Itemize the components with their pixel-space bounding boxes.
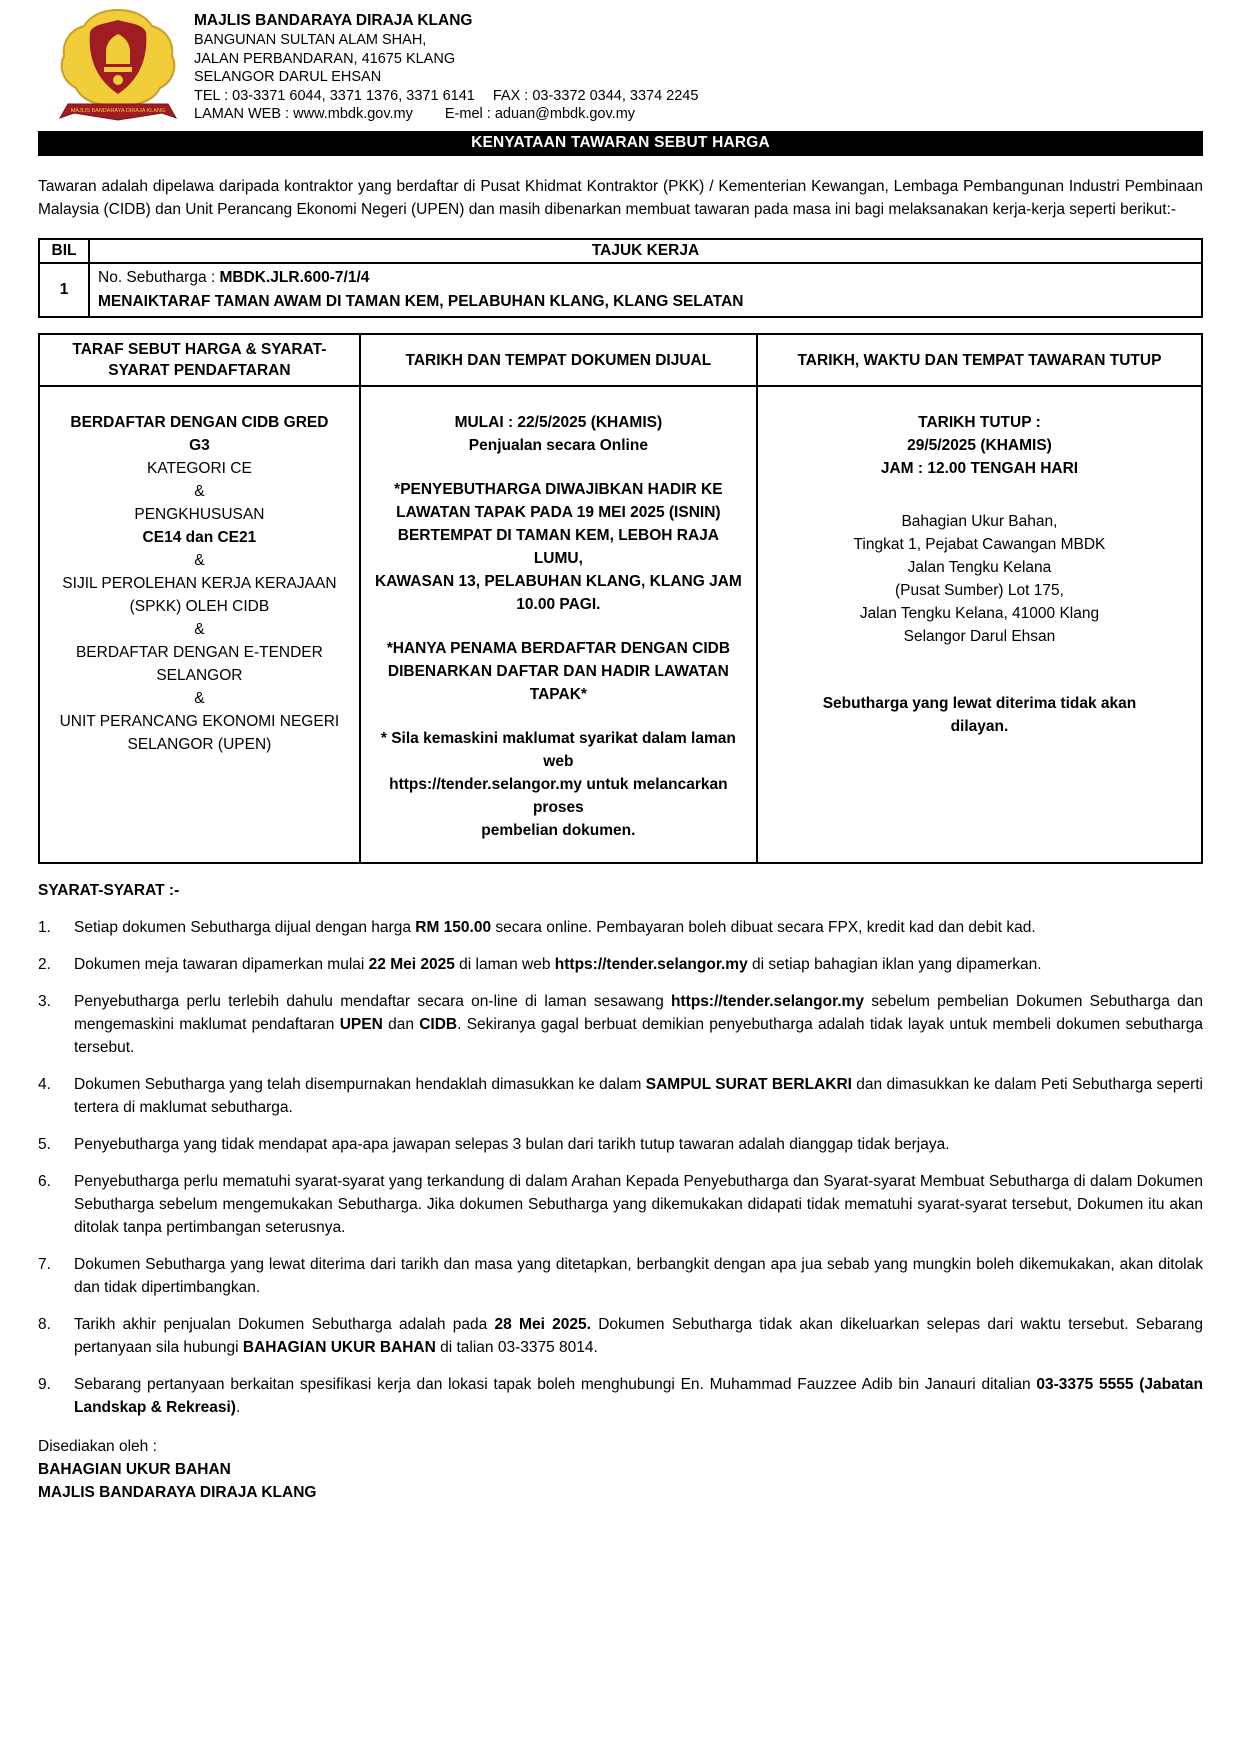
condition-number: 4. bbox=[38, 1076, 51, 1093]
address-line-1: BANGUNAN SULTAN ALAM SHAH, bbox=[194, 32, 427, 48]
detail-cell-tawaran-tutup: TARIKH TUTUP : 29/5/2025 (KHAMIS) JAM : 12.00 TENGAH HARI Bahagian Ukur Bahan, Tingkat 1, Pejabat Cawangan MBDK Jalan Tengku Kelana (Pusat Sumber) Lot 175, Jalan Tengku Kelana, 41000 Klang Selangor Darul Ehsan Sebutharga yang lewat diterima tidak akan dilayan. bbox=[757, 386, 1202, 863]
condition-text: Tarikh akhir penjualan Dokumen Sebutharga adalah pada 28 Mei 2025. Dokumen Sebutharga tidak akan dikeluarkan selepas dari waktu tersebut. Sebarang pertanyaan sila hubungi BAHAGIAN UKUR BAHAN di talian 03-3375 8014. bbox=[74, 1316, 1204, 1356]
detail-table-header-row bbox=[39, 334, 1202, 386]
logo-ribbon-text: MAJLIS BANDARAYA DIRAJA KLANG bbox=[70, 108, 166, 114]
condition-number: 9. bbox=[38, 1376, 51, 1393]
condition-item bbox=[38, 916, 1203, 939]
tel-number: TEL : 03-3371 6044, 3371 1376, 3371 6141 bbox=[194, 87, 475, 104]
condition-number: 3. bbox=[38, 993, 51, 1010]
tel-fax-line bbox=[194, 87, 698, 106]
letterhead bbox=[38, 6, 1203, 127]
condition-item bbox=[38, 1133, 1203, 1156]
address-line-3: SELANGOR DARUL EHSAN bbox=[194, 69, 382, 85]
condition-item bbox=[38, 1170, 1203, 1239]
organisation-name: MAJLIS BANDARAYA DIRAJA KLANG bbox=[38, 1484, 317, 1501]
job-row-number: 1 bbox=[39, 263, 89, 317]
fax-number: FAX : 03-3372 0344, 3374 2245 bbox=[492, 87, 699, 104]
work-title: MENAIKTARAF TAMAN AWAM DI TAMAN KEM, PELABUHAN KLANG, KLANG SELATAN bbox=[98, 293, 744, 310]
job-table-header-bil: BIL bbox=[39, 239, 89, 263]
org-name: MAJLIS BANDARAYA DIRAJA KLANG bbox=[194, 12, 473, 29]
letterhead-text bbox=[194, 6, 698, 124]
condition-number: 8. bbox=[38, 1316, 51, 1333]
detail-header-dokumen-dijual: TARIKH DAN TEMPAT DOKUMEN DIJUAL bbox=[360, 334, 757, 386]
prepared-by-label: Disediakan oleh : bbox=[38, 1438, 157, 1455]
mbdk-crest-logo bbox=[54, 6, 184, 127]
web-email-line bbox=[194, 105, 698, 124]
job-table-header-title: TAJUK KERJA bbox=[89, 239, 1202, 263]
condition-text: Dokumen Sebutharga yang lewat diterima dari tarikh dan masa yang ditetapkan, berbangkit dengan apa jua sebab yang mungkin boleh dikemukakan, akan ditolak dan tidak dipertimbangkan. bbox=[74, 1256, 1203, 1296]
condition-item bbox=[38, 953, 1203, 976]
table-row bbox=[39, 263, 1202, 317]
condition-item bbox=[38, 1073, 1203, 1119]
condition-text: Setiap dokumen Sebutharga dijual dengan harga RM 150.00 secara online. Pembayaran boleh dibuat secara FPX, kredit kad dan debit kad. bbox=[74, 919, 1036, 936]
website-url: LAMAN WEB : www.mbdk.gov.my bbox=[194, 106, 413, 122]
job-table bbox=[38, 238, 1203, 318]
condition-text: Penyebutharga yang tidak mendapat apa-apa jawapan selepas 3 bulan dari tarikh tutup tawaran adalah dianggap tidak berjaya. bbox=[74, 1136, 950, 1153]
condition-item bbox=[38, 1313, 1203, 1359]
condition-item bbox=[38, 1253, 1203, 1299]
ref-value: MBDK.JLR.600-7/1/4 bbox=[219, 269, 370, 286]
condition-text: Penyebutharga perlu mematuhi syarat-syarat yang terkandung di dalam Arahan Kepada Penyebutharga dan Syarat-syarat Membuat Sebutharga di dalam Dokumen Sebutharga sebelum mengemukakan Sebutharga. Jika dokumen Sebutharga yang dikemukakan didapati tidak mematuhi syarat-syarat tersebut, Dokumen itu akan ditolak tanpa pertimbangan seterusnya. bbox=[74, 1173, 1203, 1236]
condition-item bbox=[38, 1373, 1203, 1419]
signature-block bbox=[38, 1435, 1203, 1504]
conditions-list bbox=[38, 916, 1203, 1419]
notice-title-banner: KENYATAAN TAWARAN SEBUT HARGA bbox=[38, 131, 1203, 156]
department-name: BAHAGIAN UKUR BAHAN bbox=[38, 1461, 231, 1478]
condition-number: 6. bbox=[38, 1173, 51, 1190]
condition-text: Dokumen meja tawaran dipamerkan mulai 22 Mei 2025 di laman web https://tender.selangor.my di setiap bahagian iklan yang dipamerkan. bbox=[74, 956, 1042, 973]
condition-text: Penyebutharga perlu terlebih dahulu mendaftar secara on-line di laman sesawang https://tender.selangor.my sebelum pembelian Dokumen Sebutharga dan mengemaskini maklumat pendaftaran UPEN dan CIDB. Sekiranya gagal berbuat demikian penyebutharga adalah tidak layak untuk membeli dokumen sebutharga tersebut. bbox=[74, 993, 1203, 1056]
job-table-header-row bbox=[39, 239, 1202, 263]
condition-text: Dokumen Sebutharga yang telah disempurnakan hendaklah dimasukkan ke dalam SAMPUL SURAT BERLAKRI dan dimasukkan ke dalam Peti Sebutharga seperti tertera di maklumat sebutharga. bbox=[74, 1076, 1203, 1116]
condition-number: 1. bbox=[38, 919, 51, 936]
job-description-cell bbox=[89, 263, 1202, 317]
address-line-2: JALAN PERBANDARAN, 41675 KLANG bbox=[194, 50, 456, 67]
condition-item bbox=[38, 990, 1203, 1059]
condition-number: 2. bbox=[38, 956, 51, 973]
email-address: E-mel : aduan@mbdk.gov.my bbox=[444, 106, 636, 122]
detail-cell-taraf: BERDAFTAR DENGAN CIDB GRED G3 KATEGORI CE & PENGKHUSUSAN CE14 dan CE21 & SIJIL PEROLEHAN KERJA KERAJAAN (SPKK) OLEH CIDB & BERDAFTAR DENGAN E-TENDER SELANGOR & UNIT PERANCANG EKONOMI NEGERI SELANGOR (UPEN) bbox=[39, 386, 360, 863]
condition-text: Sebarang pertanyaan berkaitan spesifikasi kerja dan lokasi tapak boleh menghubungi En. Muhammad Fauzzee Adib bin Janauri ditalian 03-3375 5555 (Jabatan Landskap & Rekreasi). bbox=[74, 1376, 1204, 1416]
condition-number: 7. bbox=[38, 1256, 51, 1273]
detail-header-tawaran-tutup: TARIKH, WAKTU DAN TEMPAT TAWARAN TUTUP bbox=[757, 334, 1202, 386]
conditions-heading: SYARAT-SYARAT :- bbox=[38, 882, 180, 899]
ref-label: No. Sebutharga : bbox=[98, 269, 220, 286]
detail-cell-dokumen-dijual: MULAI : 22/5/2025 (KHAMIS) Penjualan secara Online *PENYEBUTHARGA DIWAJIBKAN HADIR KE LAWATAN TAPAK PADA 19 MEI 2025 (ISNIN) BERTEMPAT DI TAMAN KEM, LEBOH RAJA LUMU, KAWASAN 13, PELABUHAN KLANG, KLANG JAM 10.00 PAGI. *HANYA PENAMA BERDAFTAR DENGAN CIDB DIBENARKAN DAFTAR DAN HADIR LAWATAN TAPAK* * Sila kemaskini maklumat syarikat dalam laman web https://tender.selangor.my untuk melancarkan proses pembelian dokumen. bbox=[360, 386, 757, 863]
condition-number: 5. bbox=[38, 1136, 51, 1153]
crest-icon bbox=[54, 6, 182, 122]
intro-paragraph: Tawaran adalah dipelawa daripada kontraktor yang berdaftar di Pusat Khidmat Kontraktor (PKK) / Kementerian Kewangan, Lembaga Pembangunan Industri Pembinaan Malaysia (CIDB) dan Unit Perancang Ekonomi Negeri (UPEN) dan masih dibenarkan membuat tawaran pada masa ini bagi melaksanakan kerja-kerja seperti berikut:- bbox=[38, 178, 1203, 218]
detail-table-body-row bbox=[39, 386, 1202, 863]
detail-header-taraf: TARAF SEBUT HARGA & SYARAT-SYARAT PENDAFTARAN bbox=[39, 334, 360, 386]
detail-table bbox=[38, 333, 1203, 864]
quotation-ref-line bbox=[98, 266, 1193, 290]
